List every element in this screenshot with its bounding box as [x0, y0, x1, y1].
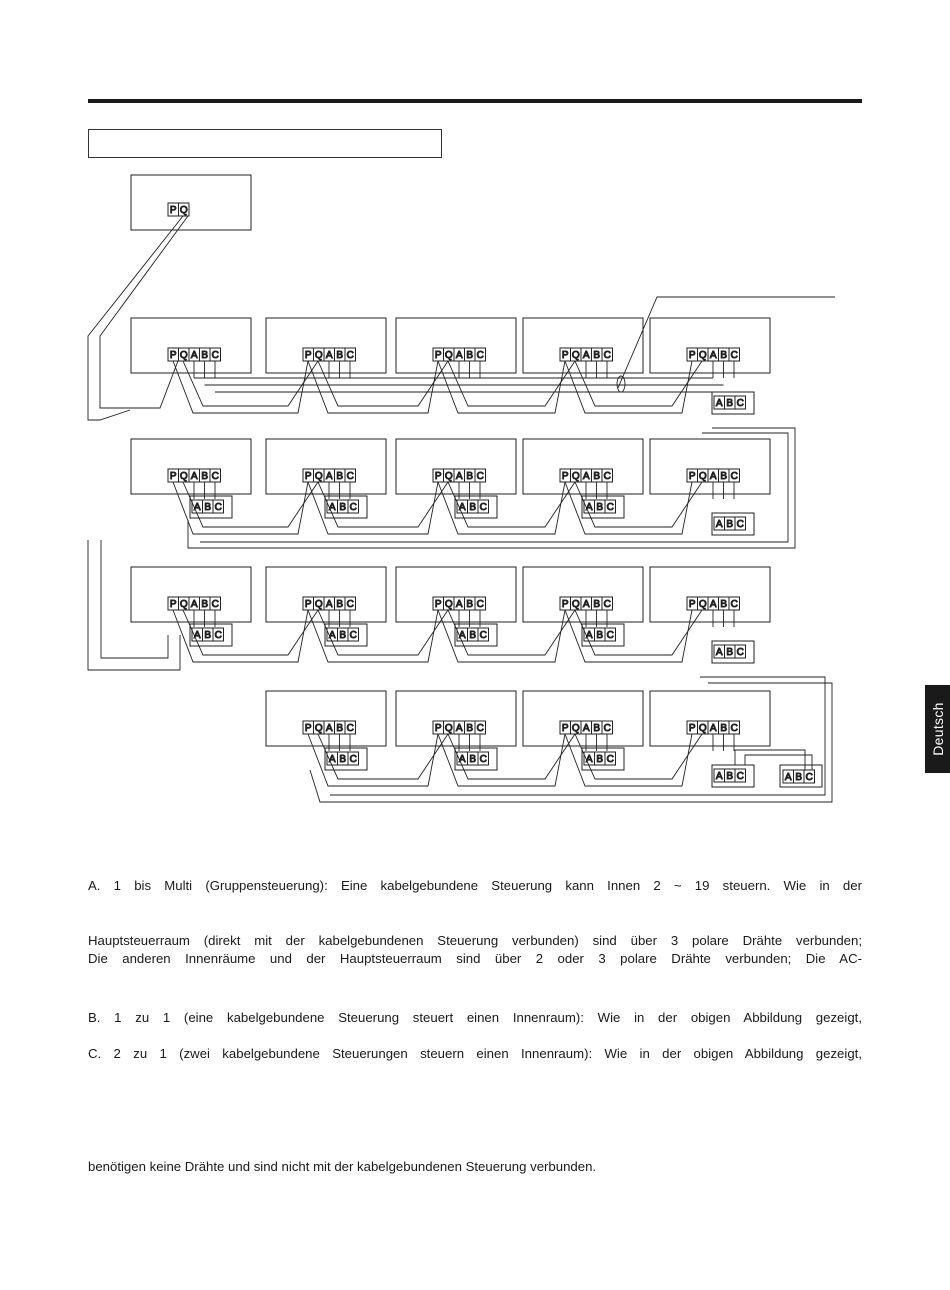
terminal-label: C: [805, 772, 813, 783]
terminal-label: Q: [698, 599, 707, 610]
terminal-label: P: [561, 350, 569, 361]
terminal-label: A: [709, 350, 717, 361]
terminal-label: C: [211, 350, 219, 361]
terminal-label: B: [201, 350, 209, 361]
unit-terminal-strip: [433, 721, 486, 734]
terminal-label: P: [304, 471, 312, 482]
terminal-label: B: [469, 754, 477, 765]
terminal-label: P: [169, 205, 177, 216]
terminal-label: A: [715, 647, 723, 658]
abc-terminal-strip: [714, 645, 746, 658]
terminal-label: B: [204, 630, 212, 641]
terminal-label: A: [582, 723, 590, 734]
terminal-label: B: [339, 630, 347, 641]
terminal-label: C: [606, 502, 614, 513]
wire: [318, 361, 448, 406]
terminal-label: B: [720, 723, 728, 734]
paragraph-c-line1: C. 2 zu 1 (zwei kabelgebundene Steuerungen steuern einen Innenraum): Wie in der obigen Abbildung gezeigt,: [88, 1046, 862, 1061]
terminal-label: A: [582, 350, 590, 361]
terminal-label: C: [211, 599, 219, 610]
terminal-label: Q: [179, 350, 188, 361]
indoor-unit: [523, 691, 643, 746]
terminal-label: C: [211, 471, 219, 482]
terminal-label: A: [582, 471, 590, 482]
terminal-label: A: [328, 754, 336, 765]
terminal-label: C: [730, 723, 738, 734]
unit-terminal-strip: [687, 721, 740, 734]
indoor-unit: [266, 318, 386, 373]
terminal-label: B: [201, 599, 209, 610]
terminal-label: P: [304, 599, 312, 610]
terminal-label: A: [190, 599, 198, 610]
terminal-label: Q: [444, 350, 453, 361]
indoor-unit: [650, 567, 770, 622]
terminal-label: P: [688, 471, 696, 482]
abc-terminal-strip: [327, 752, 359, 765]
terminal-label: C: [349, 502, 357, 513]
indoor-unit: [266, 691, 386, 746]
terminal-label: A: [458, 502, 466, 513]
indoor-unit: [131, 567, 251, 622]
indoor-unit: [650, 691, 770, 746]
terminal-label: Q: [571, 471, 580, 482]
indoor-unit: [131, 318, 251, 373]
unit-terminal-strip: [560, 469, 613, 482]
terminal-label: B: [336, 599, 344, 610]
indoor-unit: [396, 439, 516, 494]
unit-terminal-strip: [303, 469, 356, 482]
terminal-label: C: [476, 350, 484, 361]
abc-terminal-strip: [584, 628, 616, 641]
wire: [173, 361, 308, 413]
terminal-label: B: [593, 723, 601, 734]
unit-terminal-strip: [560, 597, 613, 610]
terminal-label: P: [688, 599, 696, 610]
terminal-label: P: [304, 723, 312, 734]
terminal-label: A: [458, 754, 466, 765]
terminal-label: B: [795, 772, 803, 783]
terminal-label: P: [304, 350, 312, 361]
terminal-label: A: [709, 723, 717, 734]
terminal-label: A: [193, 630, 201, 641]
terminal-label: C: [346, 471, 354, 482]
terminal-label: C: [730, 471, 738, 482]
terminal-label: B: [726, 647, 734, 658]
abc-terminal-strip: [457, 500, 489, 513]
terminal-label: A: [582, 599, 590, 610]
indoor-units: [131, 175, 822, 787]
terminal-label: B: [466, 471, 474, 482]
terminal-label: C: [736, 519, 744, 530]
terminal-label: P: [688, 723, 696, 734]
terminal-label: B: [466, 723, 474, 734]
indoor-unit: [650, 318, 770, 373]
terminal-label: C: [476, 723, 484, 734]
unit-terminal-strip: [560, 348, 613, 361]
terminal-label: A: [328, 630, 336, 641]
terminal-label: B: [596, 502, 604, 513]
terminal-label: B: [466, 350, 474, 361]
abc-terminal-strip: [714, 769, 746, 782]
wire: [330, 677, 825, 795]
terminal-label: A: [715, 519, 723, 530]
terminal-label: B: [201, 471, 209, 482]
terminal-label: C: [736, 398, 744, 409]
paragraph-a-line2: Hauptsteuerraum (direkt mit der kabelgebundenen Steuerung verbunden) sind über 3 polare Drähte verbunden;: [88, 933, 862, 948]
terminal-label: C: [603, 471, 611, 482]
terminal-label: Q: [444, 471, 453, 482]
terminal-label: C: [730, 350, 738, 361]
unit-terminal-strip: [687, 348, 740, 361]
terminal-label: B: [466, 599, 474, 610]
controller-terminal-strip: [168, 203, 189, 216]
terminal-label: B: [336, 471, 344, 482]
terminal-label: C: [349, 630, 357, 641]
terminal-label: C: [214, 502, 222, 513]
terminal-label: P: [169, 350, 177, 361]
indoor-unit: [523, 567, 643, 622]
paragraph-a-line1: A. 1 bis Multi (Gruppensteuerung): Eine kabelgebundene Steuerung kann Innen 2 ~ 19 steuern. Wie in der: [88, 878, 862, 893]
terminal-label: B: [593, 350, 601, 361]
terminal-label: A: [458, 630, 466, 641]
terminal-label: C: [606, 630, 614, 641]
indoor-unit: [396, 567, 516, 622]
terminal-label: Q: [571, 723, 580, 734]
terminal-label: B: [726, 519, 734, 530]
unit-terminal-strip: [303, 721, 356, 734]
terminal-label: Q: [698, 471, 707, 482]
terminal-label: Q: [444, 599, 453, 610]
wired-controller: [131, 175, 251, 230]
paragraph-b-line1: B. 1 zu 1 (eine kabelgebundene Steuerung steuert einen Innenraum): Wie in der obigen Abbildung gezeigt,: [88, 1010, 862, 1025]
unit-terminal-strip: [168, 597, 221, 610]
terminal-label: C: [479, 630, 487, 641]
terminal-label: A: [193, 502, 201, 513]
terminal-label: Q: [179, 471, 188, 482]
unit-terminal-strip: [560, 721, 613, 734]
terminal-label: C: [476, 599, 484, 610]
terminal-label: P: [561, 599, 569, 610]
terminal-label: A: [715, 771, 723, 782]
wire: [448, 361, 575, 406]
terminal-label: C: [736, 771, 744, 782]
terminal-label: B: [593, 599, 601, 610]
unit-terminal-strip: [433, 469, 486, 482]
terminal-label: C: [476, 471, 484, 482]
terminal-label: C: [736, 647, 744, 658]
terminal-label: C: [349, 754, 357, 765]
terminal-label: C: [606, 754, 614, 765]
terminal-label: Q: [314, 350, 323, 361]
terminal-label: Q: [698, 350, 707, 361]
paragraph-a-line3: Die anderen Innenräume und der Hauptsteuerraum sind über 2 oder 3 polare Drähte verbunden; Die AC-: [88, 951, 862, 966]
terminal-label: P: [169, 471, 177, 482]
terminal-label: P: [561, 723, 569, 734]
terminal-label: P: [434, 599, 442, 610]
unit-terminal-strip: [303, 348, 356, 361]
terminal-label: A: [709, 599, 717, 610]
terminal-label: Q: [314, 723, 323, 734]
language-tab[interactable]: [925, 685, 950, 773]
terminal-label: B: [336, 350, 344, 361]
terminal-label: C: [479, 502, 487, 513]
indoor-unit: [396, 691, 516, 746]
abc-terminal-strip: [327, 628, 359, 641]
terminal-label: P: [434, 471, 442, 482]
terminal-label: A: [325, 350, 333, 361]
abc-terminal-strip: [192, 500, 224, 513]
unit-terminal-strip: [687, 597, 740, 610]
terminal-label: Q: [444, 723, 453, 734]
terminal-label: A: [455, 599, 463, 610]
terminal-label: C: [603, 599, 611, 610]
wire: [101, 540, 168, 658]
terminal-label: B: [469, 630, 477, 641]
terminal-label: Q: [571, 350, 580, 361]
abc-terminal-strip: [192, 628, 224, 641]
terminal-label: B: [726, 398, 734, 409]
indoor-unit: [396, 318, 516, 373]
terminal-label: A: [325, 599, 333, 610]
terminal-label: A: [784, 772, 792, 783]
terminal-label: B: [469, 502, 477, 513]
terminal-label: A: [585, 754, 593, 765]
terminal-label: C: [346, 350, 354, 361]
terminal-label: B: [339, 502, 347, 513]
abc-terminal-strip: [584, 500, 616, 513]
unit-terminal-strip: [433, 348, 486, 361]
terminal-label: C: [346, 723, 354, 734]
unit-terminal-strip: [433, 597, 486, 610]
terminal-label: C: [214, 630, 222, 641]
terminal-label: A: [585, 630, 593, 641]
terminal-label: B: [720, 350, 728, 361]
terminal-label: B: [204, 502, 212, 513]
terminal-label: A: [325, 471, 333, 482]
terminal-label: P: [561, 471, 569, 482]
terminal-label: C: [603, 350, 611, 361]
paragraph-d-line1: benötigen keine Drähte und sind nicht mit der kabelgebundenen Steuerung verbunden.: [88, 1159, 597, 1174]
terminal-label: Q: [179, 205, 188, 216]
terminal-label: Q: [698, 723, 707, 734]
wire: [745, 755, 812, 770]
wire: [88, 540, 180, 670]
terminal-label: A: [585, 502, 593, 513]
terminal-label: B: [336, 723, 344, 734]
terminal-label: C: [479, 754, 487, 765]
wire: [200, 433, 788, 542]
abc-terminal-strip: [457, 752, 489, 765]
terminal-label: P: [688, 350, 696, 361]
indoor-unit: [650, 439, 770, 494]
terminal-label: P: [434, 350, 442, 361]
terminal-label: Q: [314, 599, 323, 610]
terminal-label: B: [596, 754, 604, 765]
wire: [575, 361, 702, 406]
terminal-label: B: [726, 771, 734, 782]
terminal-label: B: [720, 599, 728, 610]
indoor-unit: [523, 439, 643, 494]
terminal-label: B: [596, 630, 604, 641]
indoor-unit: [266, 567, 386, 622]
unit-terminal-strip: [303, 597, 356, 610]
terminal-label: P: [434, 723, 442, 734]
terminal-label: A: [190, 350, 198, 361]
terminal-label: A: [715, 398, 723, 409]
terminal-label: Q: [179, 599, 188, 610]
terminal-label: A: [455, 723, 463, 734]
terminal-label: A: [455, 350, 463, 361]
terminal-label: A: [325, 723, 333, 734]
terminal-label: A: [709, 471, 717, 482]
abc-terminal-strip: [457, 628, 489, 641]
abc-terminal-strip: [584, 752, 616, 765]
extra-abc-terminal-strip: [783, 770, 815, 783]
abc-terminal-strip: [714, 396, 746, 409]
abc-terminal-strip: [327, 500, 359, 513]
terminal-label: C: [346, 599, 354, 610]
wire: [100, 216, 188, 408]
terminal-label: B: [593, 471, 601, 482]
wire: [735, 750, 805, 770]
terminal-label: C: [603, 723, 611, 734]
indoor-unit: [131, 439, 251, 494]
terminal-label: P: [169, 599, 177, 610]
terminal-label: Q: [571, 599, 580, 610]
unit-terminal-strip: [168, 469, 221, 482]
terminal-label: B: [720, 471, 728, 482]
terminal-label: A: [328, 502, 336, 513]
terminal-label: B: [339, 754, 347, 765]
unit-terminal-strip: [687, 469, 740, 482]
indoor-unit: [523, 318, 643, 373]
indoor-unit: [266, 439, 386, 494]
abc-terminal-strip: [714, 517, 746, 530]
terminal-label: A: [455, 471, 463, 482]
terminal-label: A: [190, 471, 198, 482]
terminal-label: C: [730, 599, 738, 610]
wire: [618, 297, 835, 388]
language-tab-label: Deutsch: [929, 702, 946, 756]
terminal-label: Q: [314, 471, 323, 482]
unit-terminal-strip: [168, 348, 221, 361]
wire: [188, 428, 795, 548]
